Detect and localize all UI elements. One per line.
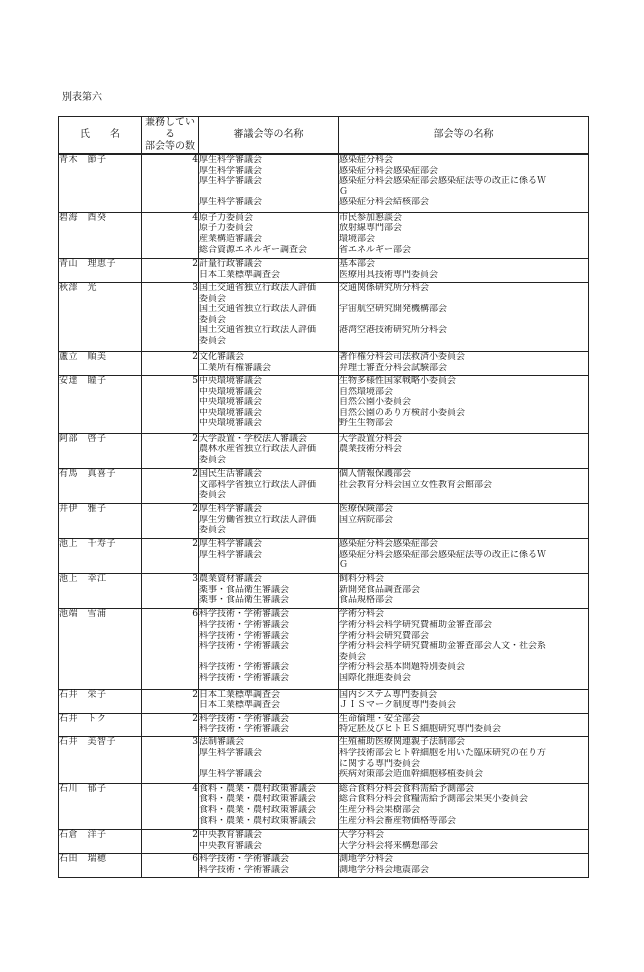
table-row bbox=[59, 609, 589, 690]
table-body bbox=[59, 154, 589, 878]
subcommittee-name: 自然環境部会 bbox=[339, 386, 394, 397]
subcommittee-name: 個人情報保護部会 bbox=[339, 468, 412, 479]
header-council: 審議会等の名称 bbox=[199, 117, 339, 155]
council-name: 国土交通省独立行政法人評価 bbox=[199, 325, 317, 336]
council-name: 科学技術・学術審議会 bbox=[199, 672, 290, 683]
council-name: 厚生科学審議会 bbox=[199, 549, 263, 560]
subcommittee-name: 環境部会 bbox=[339, 234, 376, 245]
subcommittee-name: 感染症分科会感染症部会 bbox=[339, 539, 439, 550]
subcommittee-count: 2 bbox=[142, 713, 199, 737]
subcommittee-cell bbox=[339, 737, 589, 783]
council-name bbox=[199, 652, 338, 663]
table-row bbox=[59, 212, 589, 258]
subcommittee-name: 医療用具技術専門委員会 bbox=[339, 269, 439, 280]
subcommittee-name: 総合食料分科会食料需給予測部会 bbox=[339, 783, 475, 794]
member-name: 石倉 洋子 bbox=[59, 830, 142, 854]
subcommittee-name bbox=[339, 525, 588, 536]
council-cell bbox=[199, 352, 339, 376]
member-name: 阿部 啓子 bbox=[59, 433, 142, 468]
subcommittee-name: 港湾空港技術研究所分科会 bbox=[339, 325, 448, 336]
council-cell bbox=[199, 830, 339, 854]
council-name: 産業構造審議会 bbox=[199, 234, 263, 245]
council-name: 中央環境審議会 bbox=[199, 397, 263, 408]
header-count bbox=[142, 117, 199, 155]
member-name: 池上 千寿子 bbox=[59, 539, 142, 574]
council-cell bbox=[199, 468, 339, 503]
subcommittee-name: 国内システム専門委員会 bbox=[339, 689, 438, 700]
member-name: 井伊 雅子 bbox=[59, 504, 142, 539]
council-name bbox=[199, 187, 338, 198]
subcommittee-cell bbox=[339, 259, 589, 283]
table-row bbox=[59, 504, 589, 539]
table-row bbox=[59, 689, 589, 713]
header-count-line1: 兼務している bbox=[145, 117, 195, 140]
subcommittee-name: 自然公園のあり方検討小委員会 bbox=[339, 407, 466, 418]
table-row bbox=[59, 259, 589, 283]
subcommittee-name: 基本部会 bbox=[339, 259, 376, 270]
council-name: 厚生労働省独立行政法人評価 bbox=[199, 514, 317, 525]
subcommittee-count: 2 bbox=[142, 689, 199, 713]
council-name: 薬事・食品衛生審議会 bbox=[199, 595, 290, 606]
subcommittee-name: 科学技術部会ヒト幹細胞を用いた臨床研究の在り方 bbox=[339, 748, 547, 758]
council-cell bbox=[199, 504, 339, 539]
subcommittee-name: 測地学分科会 bbox=[339, 854, 394, 865]
member-table bbox=[58, 116, 589, 878]
subcommittee-name: 生物多様性国家戦略小委員会 bbox=[339, 376, 457, 386]
subcommittee-name: 食品規格部会 bbox=[339, 595, 394, 606]
subcommittee-name: 国立病院部会 bbox=[339, 514, 394, 525]
subcommittee-name: 学術分科会科学研究費補助金審査部会人文・社会系 bbox=[339, 641, 547, 652]
council-cell bbox=[199, 609, 339, 690]
council-name: 厚生科学審議会 bbox=[199, 504, 263, 515]
subcommittee-name: 弁理士審査分科会試験部会 bbox=[339, 362, 448, 373]
subcommittee-name: 宇宙航空研究開発機構部会 bbox=[339, 304, 448, 315]
member-name: 石川 郁子 bbox=[59, 783, 142, 829]
subcommittee-count: 4 bbox=[142, 783, 199, 829]
council-name: 国土交通省独立行政法人評価 bbox=[199, 304, 317, 315]
subcommittee-cell bbox=[339, 352, 589, 376]
subcommittee-name bbox=[339, 455, 588, 466]
subcommittee-cell bbox=[339, 854, 589, 878]
subcommittee-name: 飼料分科会 bbox=[339, 574, 385, 585]
subcommittee-count: 2 bbox=[142, 259, 199, 283]
member-name: 青木 節子 bbox=[59, 154, 142, 212]
subcommittee-count: 2 bbox=[142, 830, 199, 854]
subcommittee-name: 学術分科会基本問題特別委員会 bbox=[339, 662, 466, 673]
council-name: 文化審議会 bbox=[199, 352, 245, 363]
subcommittee-name: 生殖補助医療関連親子法制部会 bbox=[339, 737, 466, 748]
subcommittee-cell bbox=[339, 783, 589, 829]
table-row bbox=[59, 468, 589, 503]
table-row bbox=[59, 154, 589, 212]
council-name: 委員会 bbox=[199, 314, 227, 325]
subcommittee-cell bbox=[339, 830, 589, 854]
council-name: 文部科学省独立行政法人評価 bbox=[199, 479, 317, 490]
subcommittee-name: 感染症分科会感染症部会 bbox=[339, 165, 439, 176]
member-name: 秋澤 光 bbox=[59, 283, 142, 352]
table-row bbox=[59, 376, 589, 434]
table-row bbox=[59, 854, 589, 878]
subcommittee-name: 大学分科会将来構想部会 bbox=[339, 840, 439, 851]
council-name: 中央教育審議会 bbox=[199, 830, 263, 841]
council-name: 中央教育審議会 bbox=[199, 840, 263, 851]
subcommittee-name: Ｇ bbox=[339, 560, 349, 571]
council-name: 科学技術・学術審議会 bbox=[199, 630, 290, 641]
subcommittee-name: 国際化推進委員会 bbox=[339, 672, 412, 683]
council-name: 総合資源エネルギー調査会 bbox=[199, 244, 308, 255]
subcommittee-name: 生命倫理・安全部会 bbox=[339, 713, 421, 724]
council-cell bbox=[199, 689, 339, 713]
council-name: 委員会 bbox=[199, 293, 227, 304]
council-name: 科学技術・学術審議会 bbox=[199, 724, 290, 735]
council-cell bbox=[199, 154, 339, 212]
subcommittee-cell bbox=[339, 504, 589, 539]
subcommittee-count: 2 bbox=[142, 352, 199, 376]
council-name: 厚生科学審議会 bbox=[199, 748, 263, 758]
subcommittee-name: 生産分科会畜産物価格等部会 bbox=[339, 815, 457, 826]
subcommittee-name: 放射線専門部会 bbox=[339, 223, 403, 234]
subcommittee-cell bbox=[339, 609, 589, 690]
subcommittee-name: 学術分科会 bbox=[339, 609, 385, 620]
member-name: 石田 瑞穂 bbox=[59, 854, 142, 878]
subcommittee-name: 省エネルギー部会 bbox=[339, 244, 412, 255]
member-name: 碧海 酉癸 bbox=[59, 212, 142, 258]
table-row bbox=[59, 737, 589, 783]
subcommittee-name: 野生生物部会 bbox=[339, 418, 394, 429]
subcommittee-name bbox=[339, 315, 588, 326]
council-name: 科学技術・学術審議会 bbox=[199, 864, 290, 875]
council-name: 厚生科学審議会 bbox=[199, 539, 263, 550]
council-name: 原子力委員会 bbox=[199, 212, 254, 223]
subcommittee-name: 学術分科会科学研究費補助金審査部会 bbox=[339, 619, 493, 630]
member-name: 池上 幸江 bbox=[59, 574, 142, 609]
member-name: 有馬 真喜子 bbox=[59, 468, 142, 503]
council-name: 委員会 bbox=[199, 455, 227, 465]
council-cell bbox=[199, 259, 339, 283]
subcommittee-cell bbox=[339, 376, 589, 434]
council-name bbox=[199, 759, 338, 770]
subcommittee-count: 3 bbox=[142, 283, 199, 352]
table-row bbox=[59, 283, 589, 352]
subcommittee-name: 大学設置分科会 bbox=[339, 433, 403, 444]
council-name: 中央環境審議会 bbox=[199, 407, 263, 418]
subcommittee-count: 2 bbox=[142, 539, 199, 574]
council-name: 委員会 bbox=[199, 490, 227, 501]
council-name: 委員会 bbox=[199, 336, 227, 347]
subcommittee-name bbox=[339, 336, 588, 347]
subcommittee-name: 交通関係研究所分科会 bbox=[339, 283, 430, 294]
subcommittee-name: 市民参加懇談会 bbox=[339, 212, 403, 223]
council-cell bbox=[199, 574, 339, 609]
table-header-row bbox=[59, 117, 589, 155]
council-name: 科学技術・学術審議会 bbox=[199, 641, 290, 652]
council-name: 原子力委員会 bbox=[199, 223, 254, 234]
subcommittee-name: 測地学分科会地震部会 bbox=[339, 864, 430, 875]
header-subcommittee: 部会等の名称 bbox=[339, 117, 589, 155]
council-name: 科学技術・学術審議会 bbox=[199, 619, 290, 630]
council-cell bbox=[199, 783, 339, 829]
council-cell bbox=[199, 737, 339, 783]
subcommittee-cell bbox=[339, 689, 589, 713]
table-row bbox=[59, 830, 589, 854]
subcommittee-name: 新開発食品調査部会 bbox=[339, 584, 421, 595]
subcommittee-cell bbox=[339, 468, 589, 503]
subcommittee-cell bbox=[339, 283, 589, 352]
council-cell bbox=[199, 212, 339, 258]
subcommittee-cell bbox=[339, 713, 589, 737]
subcommittee-count: 6 bbox=[142, 854, 199, 878]
subcommittee-cell bbox=[339, 212, 589, 258]
subcommittee-name: に関する専門委員会 bbox=[339, 758, 421, 769]
council-name: 厚生科学審議会 bbox=[199, 176, 263, 187]
table-row bbox=[59, 783, 589, 829]
table-row bbox=[59, 352, 589, 376]
council-name: 農業資材審議会 bbox=[199, 574, 263, 585]
council-name: 日本工業標準調査会 bbox=[199, 700, 281, 711]
council-name: 日本工業標準調査会 bbox=[199, 689, 281, 700]
subcommittee-name: Ｇ bbox=[339, 186, 349, 197]
table-row bbox=[59, 574, 589, 609]
council-name: 食料・農業・農村政策審議会 bbox=[199, 805, 317, 816]
subcommittee-name bbox=[339, 294, 588, 305]
council-name: 国民生活審議会 bbox=[199, 468, 263, 479]
table-row bbox=[59, 713, 589, 737]
council-name: 工業所有権審議会 bbox=[199, 362, 272, 373]
subcommittee-count: 4 bbox=[142, 212, 199, 258]
subcommittee-name: 大学分科会 bbox=[339, 830, 385, 841]
subcommittee-name: ＪＩＳマーク制度専門委員会 bbox=[339, 700, 457, 711]
council-cell bbox=[199, 283, 339, 352]
subcommittee-name: 学術分科会研究費部会 bbox=[339, 630, 430, 641]
subcommittee-name: 生産分科会果樹部会 bbox=[339, 805, 421, 816]
council-name: 食料・農業・農村政策審議会 bbox=[199, 783, 317, 794]
subcommittee-name: 委員会 bbox=[339, 651, 367, 662]
subcommittee-cell bbox=[339, 154, 589, 212]
subcommittee-name: 著作権分科会司法救済小委員会 bbox=[339, 352, 466, 363]
subcommittee-name: 農業技術分科会 bbox=[339, 444, 403, 455]
subcommittee-name: 特定胚及びヒトＥＳ細胞研究専門委員会 bbox=[339, 724, 502, 735]
subcommittee-name: 疾病対策部会造血幹細胞移植委員会 bbox=[339, 769, 484, 780]
member-name: 石井 トク bbox=[59, 713, 142, 737]
council-name: 厚生科学審議会 bbox=[199, 155, 263, 165]
subcommittee-count: 2 bbox=[142, 504, 199, 539]
council-name: 大学設置・学校法人審議会 bbox=[199, 433, 308, 444]
council-name: 薬事・食品衛生審議会 bbox=[199, 584, 290, 595]
council-name: 計量行政審議会 bbox=[199, 259, 263, 270]
member-name: 池端 雪浦 bbox=[59, 609, 142, 690]
council-name: 中央環境審議会 bbox=[199, 376, 263, 386]
subcommittee-name: 社会教育分科会国立女性教育会館部会 bbox=[339, 479, 493, 490]
council-cell bbox=[199, 713, 339, 737]
council-name: 国土交通省独立行政法人評価 bbox=[199, 283, 317, 294]
subcommittee-name: 総合食料分科会食糧需給予測部会果実小委員会 bbox=[339, 794, 529, 805]
council-name: 委員会 bbox=[199, 525, 227, 536]
council-cell bbox=[199, 854, 339, 878]
member-name: 石井 栄子 bbox=[59, 689, 142, 713]
council-cell bbox=[199, 376, 339, 434]
subcommittee-count: 3 bbox=[142, 737, 199, 783]
subcommittee-name bbox=[339, 490, 588, 501]
subcommittee-count: 5 bbox=[142, 376, 199, 434]
subcommittee-name: 感染症分科会結核部会 bbox=[339, 197, 430, 208]
document-title: 別表第六 bbox=[62, 92, 102, 103]
council-name: 科学技術・学術審議会 bbox=[199, 854, 290, 865]
member-name: 青山 理恵子 bbox=[59, 259, 142, 283]
subcommittee-count: 6 bbox=[142, 609, 199, 690]
member-name: 蘆立 順美 bbox=[59, 352, 142, 376]
header-count-line2: 部会等の数 bbox=[145, 141, 195, 152]
council-name bbox=[199, 560, 338, 571]
table-row bbox=[59, 539, 589, 574]
council-name: 中央環境審議会 bbox=[199, 418, 263, 429]
subcommittee-cell bbox=[339, 574, 589, 609]
council-name: 科学技術・学術審議会 bbox=[199, 713, 290, 724]
council-name: 厚生科学審議会 bbox=[199, 165, 263, 176]
subcommittee-cell bbox=[339, 433, 589, 468]
council-cell bbox=[199, 433, 339, 468]
council-cell bbox=[199, 539, 339, 574]
subcommittee-name: 自然公園小委員会 bbox=[339, 397, 412, 408]
council-name: 法制審議会 bbox=[199, 737, 245, 748]
subcommittee-count: 2 bbox=[142, 468, 199, 503]
council-name: 中央環境審議会 bbox=[199, 386, 263, 397]
member-name: 安達 瞳子 bbox=[59, 376, 142, 434]
header-name: 氏 名 bbox=[59, 117, 142, 155]
council-name: 科学技術・学術審議会 bbox=[199, 609, 290, 620]
subcommittee-name: 感染症分科会感染症部会感染症法等の改正に係るＷ bbox=[339, 549, 547, 560]
subcommittee-name: 感染症分科会感染症部会感染症法等の改正に係るＷ bbox=[339, 176, 547, 187]
subcommittee-count: 2 bbox=[142, 433, 199, 468]
subcommittee-count: 4 bbox=[142, 154, 199, 212]
council-name: 食料・農業・農村政策審議会 bbox=[199, 815, 317, 826]
subcommittee-name: 医療保険部会 bbox=[339, 504, 394, 515]
subcommittee-name: 感染症分科会 bbox=[339, 155, 394, 165]
table-row bbox=[59, 433, 589, 468]
council-name: 農林水産省独立行政法人評価 bbox=[199, 444, 317, 455]
subcommittee-cell bbox=[339, 539, 589, 574]
council-name: 食料・農業・農村政策審議会 bbox=[199, 794, 317, 805]
member-name: 石井 美智子 bbox=[59, 737, 142, 783]
council-name: 科学技術・学術審議会 bbox=[199, 662, 290, 673]
council-name: 日本工業標準調査会 bbox=[199, 269, 281, 280]
subcommittee-count: 3 bbox=[142, 574, 199, 609]
council-name: 厚生科学審議会 bbox=[199, 769, 263, 780]
council-name: 厚生科学審議会 bbox=[199, 197, 263, 208]
